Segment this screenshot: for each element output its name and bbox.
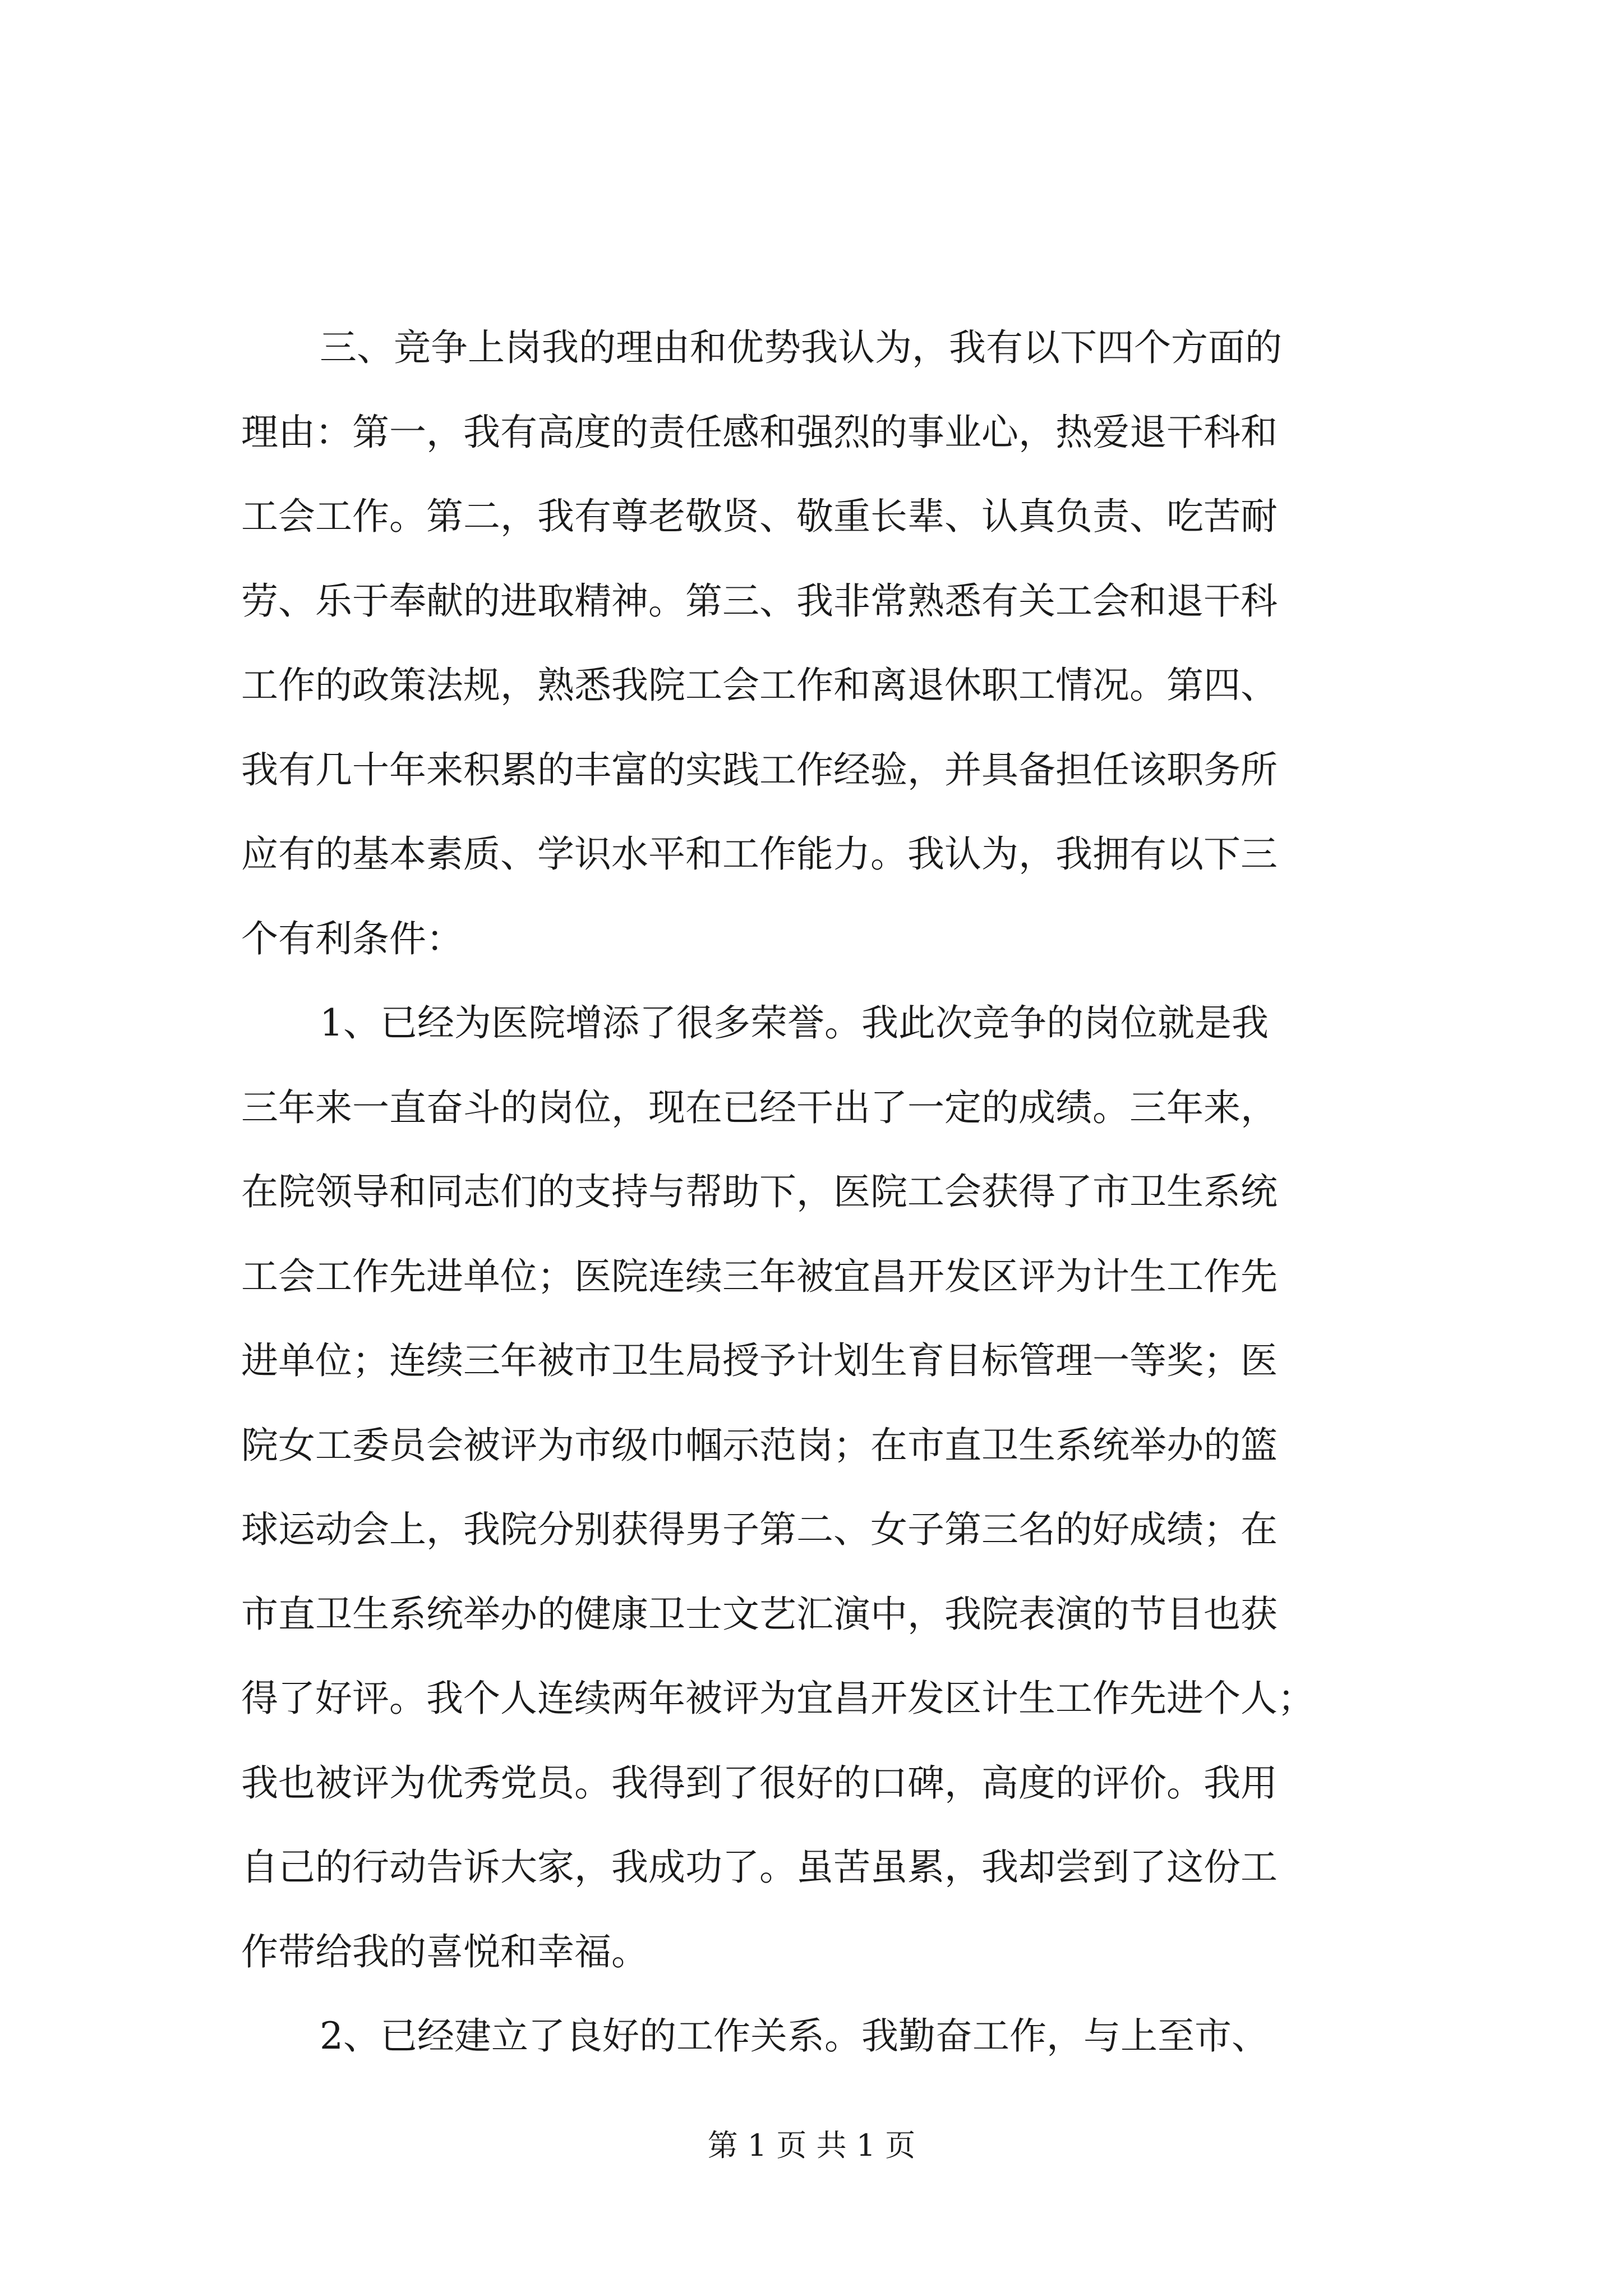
paragraph-line: 个有利条件： xyxy=(241,917,463,960)
paragraph-line: 球运动会上，我院分别获得男子第二、女子第三名的好成绩；在 xyxy=(241,1508,1278,1551)
document-body xyxy=(241,306,1413,2079)
paragraph-line: 院女工委员会被评为市级巾帼示范岗；在市直卫生系统举办的篮 xyxy=(241,1423,1278,1467)
paragraph-line: 进单位；连续三年被市卫生局授予计划生育目标管理一等奖；医 xyxy=(241,1339,1278,1382)
paragraph-line: 市直卫生系统举办的健康卫士文艺汇演中，我院表演的节目也获 xyxy=(241,1592,1278,1636)
paragraph-line: 三年来一直奋斗的岗位，现在已经干出了一定的成绩。三年来， xyxy=(241,1085,1278,1129)
paragraph-line: 作带给我的喜悦和幸福。 xyxy=(241,1930,648,1973)
paragraph-line: 我也被评为优秀党员。我得到了很好的口碑，高度的评价。我用 xyxy=(241,1761,1278,1805)
paragraph-line: 2、已经建立了良好的工作关系。我勤奋工作，与上至市、 xyxy=(320,2014,1269,2058)
paragraph-line: 工会工作先进单位；医院连续三年被宜昌开发区评为计生工作先 xyxy=(241,1254,1278,1298)
paragraph-line: 1、已经为医院增添了很多荣誉。我此次竞争的岗位就是我 xyxy=(320,1001,1269,1045)
paragraph-line: 我有几十年来积累的丰富的实践工作经验，并具备担任该职务所 xyxy=(241,748,1278,792)
paragraph-line: 应有的基本素质、学识水平和工作能力。我认为，我拥有以下三 xyxy=(241,832,1278,876)
paragraph-line: 在院领导和同志们的支持与帮助下，医院工会获得了市卫生系统 xyxy=(241,1170,1278,1213)
paragraph-line: 理由：第一，我有高度的责任感和强烈的事业心，热爱退干科和 xyxy=(241,410,1278,454)
paragraph-line: 自己的行动告诉大家，我成功了。虽苦虽累，我却尝到了这份工 xyxy=(241,1846,1278,1889)
paragraph-line: 得了好评。我个人连续两年被评为宜昌开发区计生工作先进个人； xyxy=(241,1677,1315,1720)
page-footer: 第 1 页 共 1 页 xyxy=(707,2128,916,2163)
paragraph-line: 三、竞争上岗我的理由和优势我认为，我有以下四个方面的 xyxy=(320,326,1282,369)
paragraph-line: 工会工作。第二，我有尊老敬贤、敬重长辈、认真负责、吃苦耐 xyxy=(241,495,1278,538)
paragraph-line: 劳、乐于奉献的进取精神。第三、我非常熟悉有关工会和退干科 xyxy=(241,579,1278,623)
paragraph-line: 工作的政策法规，熟悉我院工会工作和离退休职工情况。第四、 xyxy=(241,664,1278,707)
